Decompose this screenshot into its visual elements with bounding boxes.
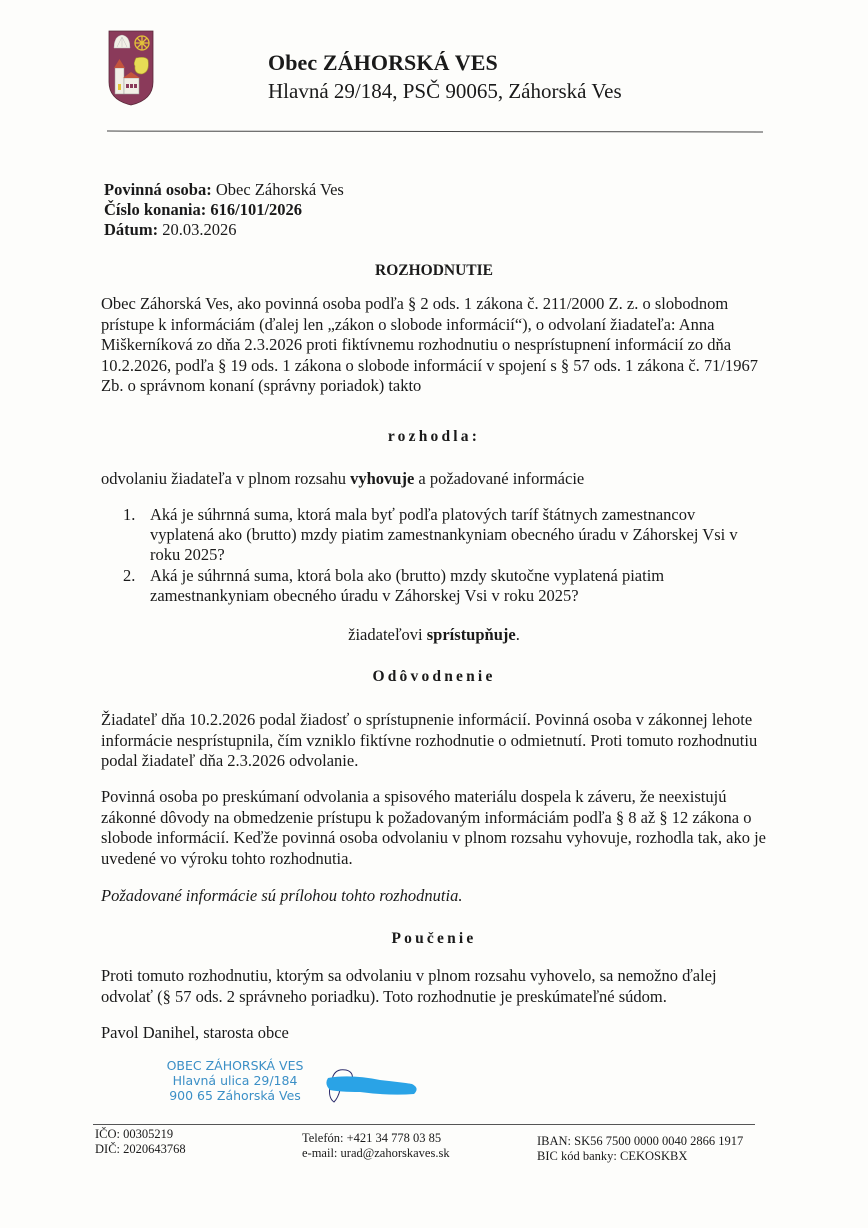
list-item-text: Aká je súhrnná suma, ktorá bola ako (brutto) mzdy skutočne vyplatená piatim zamestnankyniam obecného úradu v Záhorskej Vsi v roku 2025?	[150, 566, 665, 605]
grant-text-after: .	[515, 625, 520, 644]
footer-dic: DIČ: 2020643768	[95, 1142, 186, 1156]
requested-information-list	[123, 505, 763, 607]
decision-text-after: a požadované informácie	[414, 469, 585, 488]
organization-name: Obec ZÁHORSKÁ VES	[268, 50, 498, 75]
list-item	[123, 566, 763, 606]
footer-ids	[95, 1127, 186, 1157]
date-label: Dátum:	[104, 220, 159, 239]
date-row	[104, 220, 344, 240]
instruction-heading: Poučenie	[391, 930, 477, 947]
decision-statement	[101, 469, 771, 490]
case-number-label: Číslo konania:	[104, 200, 211, 219]
footer-phone: Telefón: +421 34 778 03 85	[302, 1131, 442, 1145]
organization-address: Hlavná 29/184, PSČ 90065, Záhorská Ves	[268, 79, 622, 103]
footer-iban: IBAN: SK56 7500 0000 0040 2866 1917	[537, 1134, 744, 1148]
reasoning-heading: Odôvodnenie	[372, 668, 496, 685]
obligor-row	[104, 180, 344, 200]
grant-statement	[0, 625, 868, 645]
redacted-signature	[320, 1062, 430, 1108]
decision-text-before: odvolaniu žiadateľa v plnom rozsahu	[101, 469, 351, 488]
case-number-row	[104, 200, 344, 220]
grant-verdict: sprístupňuje	[426, 625, 516, 644]
date-value: 20.03.2026	[158, 220, 237, 239]
case-number-value: 616/101/2026	[210, 200, 303, 219]
footer-bic: BIC kód banky: CEKOSKBX	[537, 1149, 688, 1163]
coat-of-arms-icon	[108, 30, 154, 106]
header-divider	[107, 131, 763, 133]
obligor-value: Obec Záhorská Ves	[211, 180, 344, 199]
stamp-line-2: Hlavná ulica 29/184	[172, 1073, 298, 1088]
official-stamp	[150, 1058, 320, 1103]
reasoning-paragraph: Povinná osoba po preskúmaní odvolania a spisového materiálu dospela k záveru, že neexistujú zákonné dôvody na obmedzenie prístupu k požadovaným informáciám podľa § 8 až § 12 zákona o slobode informácií. Keďže povinná osoba odvolaniu v plnom rozsahu vyhovuje, rozhodla tak, ako je uvedené vo výroku tohto rozhodnutia.	[101, 787, 767, 868]
grant-text-before: žiadateľovi	[348, 625, 427, 644]
list-item	[123, 505, 763, 565]
footer-bank	[537, 1134, 743, 1164]
obligor-label: Povinná osoba:	[104, 180, 212, 199]
document-meta	[104, 180, 344, 240]
decision-verdict: vyhovuje	[350, 469, 415, 488]
document-title-text: ROZHODNUTIE	[375, 262, 493, 279]
document-title	[0, 262, 868, 280]
list-item-text: Aká je súhrnná suma, ktorá mala byť podľa platových taríf štátnych zamestnancov vyplatená ako (brutto) mzdy piatim zamestnankyniam obecného úradu v Záhorskej Vsi v roku 2025?	[150, 505, 738, 564]
wheel-icon	[135, 36, 149, 50]
decision-heading: rozhodla:	[387, 428, 481, 445]
intro-paragraph: Obec Záhorská Ves, ako povinná osoba podľa § 2 ods. 1 zákona č. 211/2000 Z. z. o slobodnom prístupe k informáciám (ďalej len „zákon o slobode informácií“), o odvolaní žiadateľa: Anna Miškerníková zo dňa 2.3.2026 proti fiktívnemu rozhodnutiu o nesprístupnení informácií zo dňa 10.2.2026, podľa § 19 ods. 1 zákona o slobode informácií v spojení s § 57 ods. 1 zákona č. 71/1967 Zb. o správnom konaní (správny poriadok) takto	[101, 294, 758, 395]
reasoning-paragraph: Žiadateľ dňa 10.2.2026 podal žiadosť o sprístupnenie informácií. Povinná osoba v zákonnej lehote informácie nesprístupnila, čím vzniklo fiktívne rozhodnutie o odmietnutí. Proti tomuto rozhodnutiu podal žiadateľ dňa 2.3.2026 odvolanie.	[101, 710, 758, 770]
footer-ico: IČO: 00305219	[95, 1127, 174, 1141]
stamp-line-1: OBEC ZÁHORSKÁ VES	[166, 1058, 304, 1073]
list-item-number: 1.	[123, 505, 136, 524]
jug-icon	[134, 57, 148, 74]
instruction-paragraph: Proti tomuto rozhodnutiu, ktorým sa odvolaniu v plnom rozsahu vyhovelo, sa nemožno ďalej odvolať (§ 57 ods. 2 správneho poriadku). Toto rozhodnutie je preskúmateľné súdom.	[101, 966, 717, 1006]
footer-email: e-mail: urad@zahorskaves.sk	[302, 1146, 450, 1160]
signatory: Pavol Danihel, starosta obce	[101, 1023, 289, 1042]
attachment-note: Požadované informácie sú prílohou tohto rozhodnutia.	[101, 886, 463, 905]
footer-contact	[302, 1131, 450, 1161]
footer-divider	[93, 1124, 755, 1125]
stamp-line-3: 900 65 Záhorská Ves	[169, 1088, 301, 1103]
list-item-number: 2.	[123, 566, 136, 585]
